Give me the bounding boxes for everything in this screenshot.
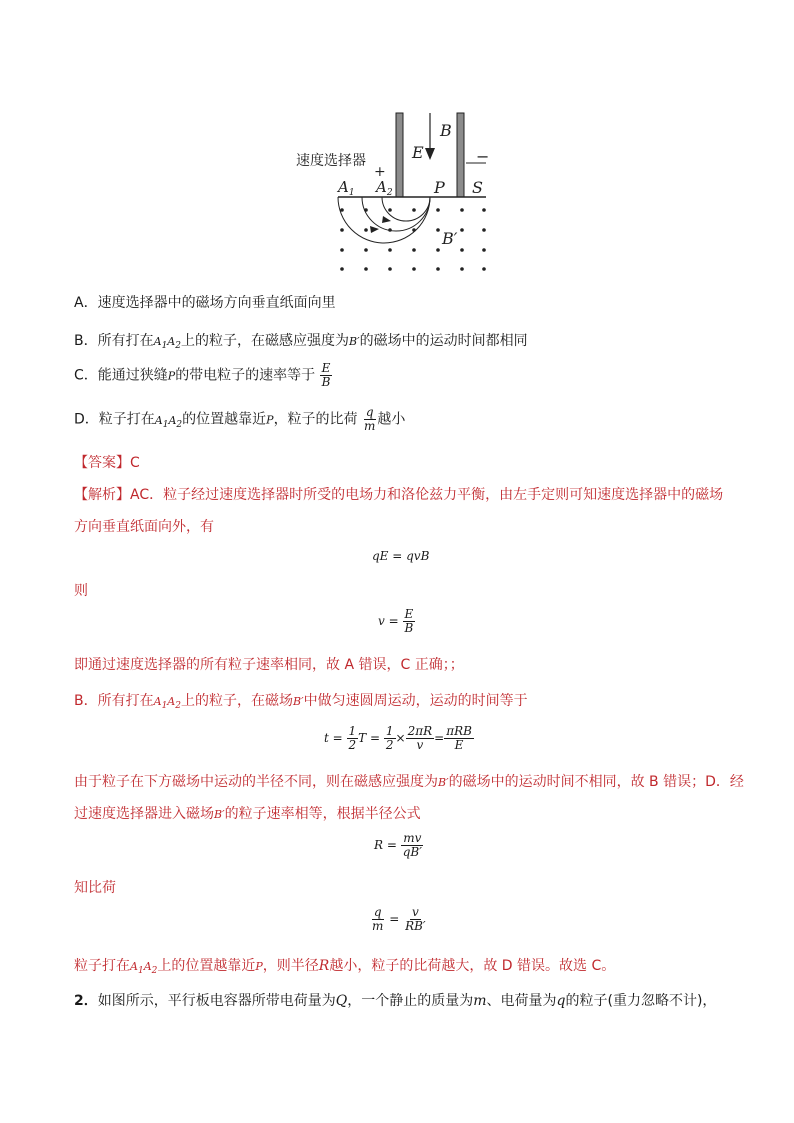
analysis-line-1: 【解析】AC．粒子经过速度选择器时所受的电场力和洛伦兹力平衡，由左手定则可知速度选择器中的磁场 — [74, 487, 724, 503]
question-2: 2．如图所示，平行板电容器所带电荷量为Q，一个静止的质量为m、电荷量为q的粒子(重力忽略不计)， — [74, 993, 717, 1009]
label-plus: + — [374, 164, 386, 180]
label-S: S — [472, 178, 483, 197]
label-E: E — [412, 143, 424, 162]
analysis-line-6: 过速度选择器进入磁场B′的粒子速率相等，根据半径公式 — [74, 806, 421, 822]
analysis-zhi: 知比荷 — [74, 880, 116, 896]
analysis-line-3: 即通过速度选择器的所有粒子速率相同，故 A 错误，C 正确；； — [74, 657, 464, 673]
equation-v: v = $\frac{E}{B}$ — [378, 607, 414, 635]
analysis-line-7: 粒子打在$A_1A_2$上的位置越靠近P，则半径R越小，粒子的比荷越大，故 D 错误。故选 C。 — [74, 958, 616, 976]
analysis-label: 【解析】 — [74, 487, 130, 503]
label-B: B — [440, 121, 452, 140]
field-arrow-icon — [425, 148, 435, 160]
analysis-line-4: B．所有打在$A_1A_2$上的粒子，在磁场B′中做匀速圆周运动，运动的时间等于 — [74, 693, 528, 711]
equation-R: R = $\frac{mv}{qB'}$ — [374, 831, 422, 859]
label-A2: $A_2$ — [376, 178, 393, 198]
equation-qE-qvB: qE = qvB — [372, 549, 430, 563]
answer-value: C — [130, 455, 140, 471]
equation-time: t = $\frac{1}{2}$ T = $\frac{1}{2}$ × $\frac{2\pi R}{v}$ = $\frac{\text{πRB}}{E}$ — [324, 724, 472, 752]
label-minus: − — [476, 147, 490, 166]
answer-label: 【答案】 — [74, 455, 130, 471]
left-plate — [396, 113, 403, 197]
equation-q-over-m: $\frac{q}{m}$ = $\frac{v}{RB'}$ — [372, 905, 426, 933]
option-c: C．能通过狭缝P的带电粒子的速率等于 $\frac{E}{B}$ — [74, 361, 331, 389]
label-Bprime: B′ — [442, 229, 458, 248]
analysis-ze: 则 — [74, 583, 88, 599]
option-a: A．速度选择器中的磁场方向垂直纸面向里 — [74, 295, 336, 311]
fraction-q-over-m: $\frac{q}{m}$ — [364, 405, 376, 433]
option-d: D．粒子打在$A_1A_2$的位置越靠近P，粒子的比荷 $\frac{q}{m}$ 越小 — [74, 405, 406, 433]
magnetic-field-dots — [340, 208, 486, 271]
fraction-E-over-B: $\frac{E}{B}$ — [321, 361, 331, 389]
selector-label: 速度选择器 — [296, 153, 366, 169]
option-b: B．所有打在$A_1A_2$上的粒子，在磁感应强度为B′的磁场中的运动时间都相同 — [74, 333, 528, 351]
analysis-line-2: 方向垂直纸面向外，有 — [74, 519, 214, 535]
analysis-line-5: 由于粒子在下方磁场中运动的半径不同，则在磁感应强度为B′的磁场中的运动时间不相同，故 B 错误；D．经 — [74, 774, 744, 790]
right-plate — [457, 113, 464, 197]
question-2-number: 2． — [74, 993, 98, 1009]
label-P: P — [434, 178, 445, 197]
label-A1: $A_1$ — [338, 178, 355, 198]
velocity-selector-figure — [290, 108, 500, 278]
answer-line — [74, 452, 140, 472]
